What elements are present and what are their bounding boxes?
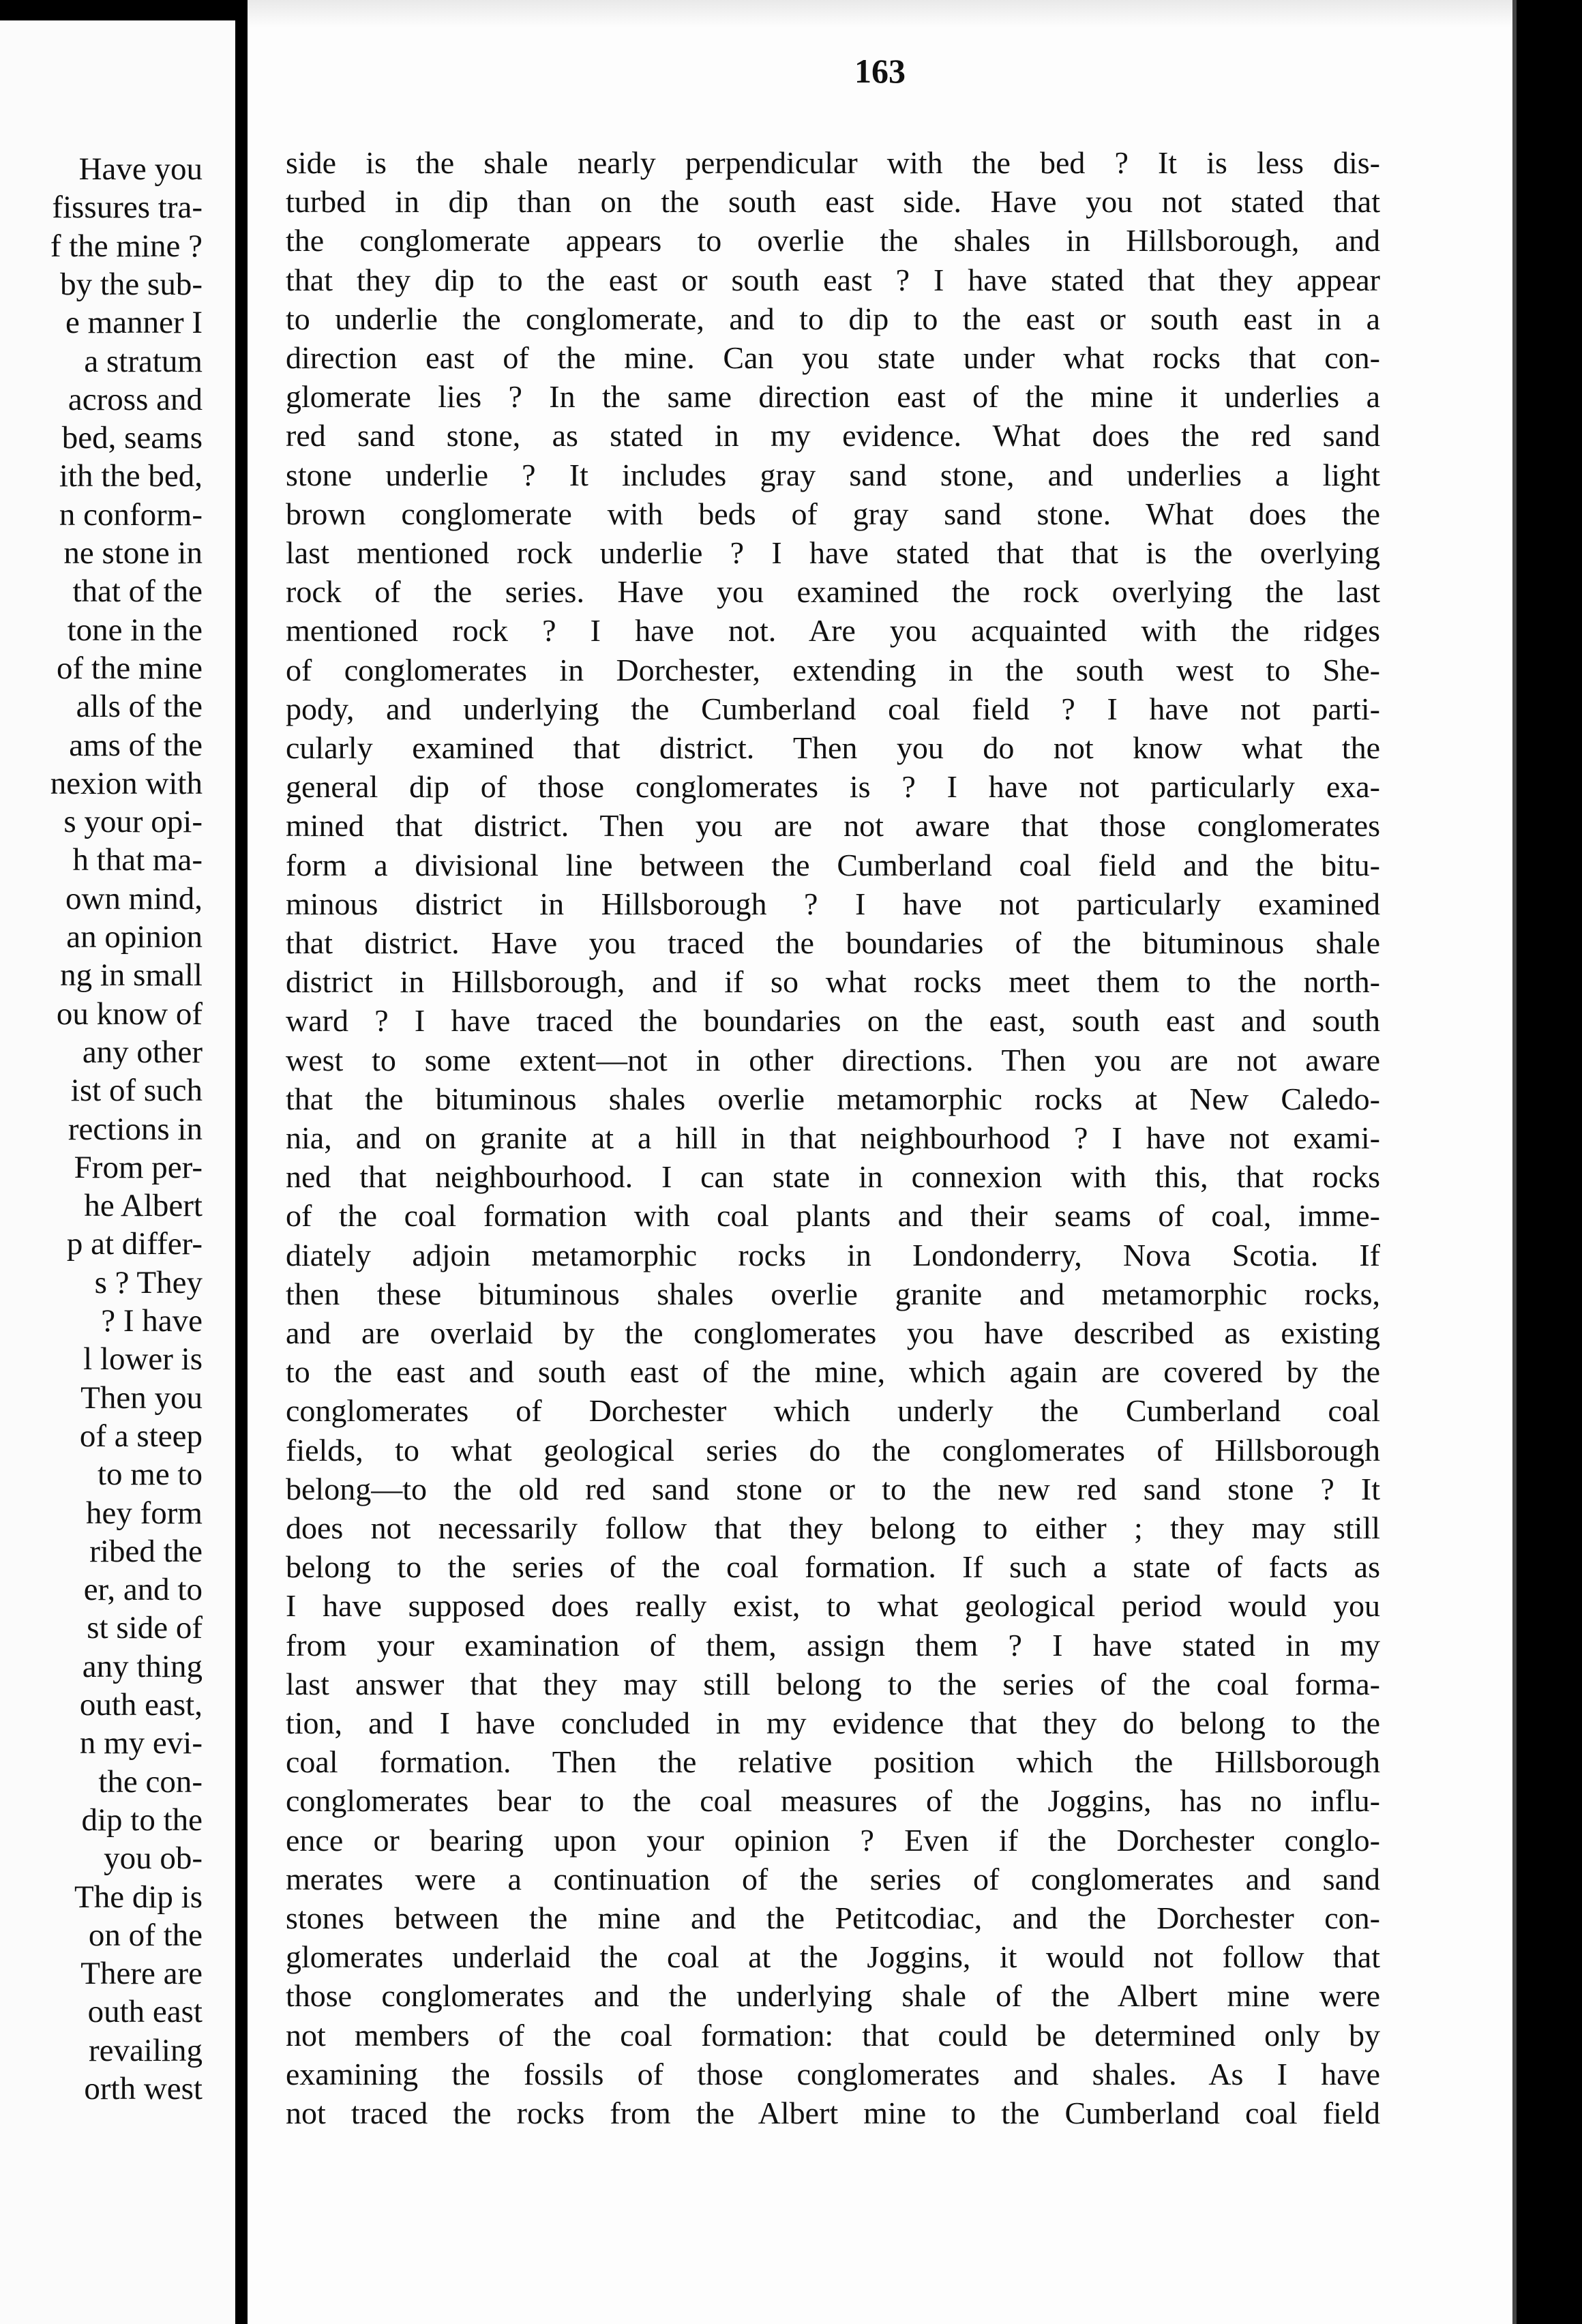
body-text-line: stone underlie ? It includes gray sand stone, and underlies a light bbox=[286, 457, 1380, 492]
left-page-line: s ? They bbox=[94, 1264, 203, 1300]
body-text-line: that the bituminous shales overlie metamorphic rocks at New Caledo- bbox=[286, 1081, 1380, 1116]
left-page-line: ou know of bbox=[56, 996, 203, 1032]
left-page-line: fissures tra- bbox=[52, 190, 203, 226]
body-text-line: last answer that they may still belong to the series of the coal forma- bbox=[286, 1666, 1380, 1701]
left-page-line: s your opi- bbox=[63, 804, 203, 840]
left-page-line: bed, seams bbox=[61, 420, 203, 456]
body-text-line: brown conglomerate with beds of gray sand stone. What does the bbox=[286, 496, 1380, 531]
body-text-line: not members of the coal formation: that could be determined only by bbox=[286, 2017, 1380, 2053]
left-page-line: p at differ- bbox=[66, 1226, 203, 1262]
left-page-line: any other bbox=[82, 1034, 203, 1070]
left-page-line: ne stone in bbox=[63, 535, 203, 571]
body-text-line: does not necessarily follow that they belong to either ; they may still bbox=[286, 1510, 1380, 1545]
body-text-line: general dip of those conglomerates is ? I have not particularly exa- bbox=[286, 769, 1380, 805]
left-page-line: ist of such bbox=[70, 1073, 203, 1109]
body-text-line: minous district in Hillsborough ? I have not particularly examined bbox=[286, 886, 1380, 921]
body-text-line: conglomerates of Dorchester which underly the Cumberland coal bbox=[286, 1393, 1380, 1429]
left-page-line: ams of the bbox=[69, 727, 203, 763]
left-page-line: on of the bbox=[88, 1917, 203, 1953]
body-text-line: coal formation. Then the relative position which the Hillsborough bbox=[286, 1744, 1380, 1780]
left-page-line: dip to the bbox=[81, 1802, 203, 1838]
body-text-line: district in Hillsborough, and if so what rocks meet them to the north- bbox=[286, 964, 1380, 1000]
left-page-line: tone in the bbox=[67, 612, 203, 648]
left-page-line: own mind, bbox=[65, 880, 203, 917]
body-text-line: ward ? I have traced the boundaries on the east, south east and south bbox=[286, 1003, 1380, 1039]
left-page-line: the con- bbox=[98, 1763, 203, 1800]
left-page-line: of the mine bbox=[56, 650, 203, 686]
left-page-line: nexion with bbox=[50, 765, 203, 801]
page-edge-right bbox=[1512, 0, 1517, 2324]
left-page-line: ribed the bbox=[89, 1533, 203, 1569]
left-page-line: l lower is bbox=[83, 1341, 203, 1377]
left-page-line: that of the bbox=[72, 573, 203, 610]
previous-page-fragment bbox=[0, 20, 235, 2324]
left-page-line: rections in bbox=[68, 1111, 203, 1147]
left-page-line: orth west bbox=[84, 2071, 203, 2106]
body-text-line: belong to the series of the coal formation. If such a state of facts as bbox=[286, 1549, 1380, 1585]
body-text-line: tion, and I have concluded in my evidence that they do belong to the bbox=[286, 1705, 1380, 1740]
left-page-line: n conform- bbox=[59, 496, 203, 533]
body-text-line: of conglomerates in Dorchester, extending in the south west to She- bbox=[286, 652, 1380, 687]
body-text-line: red sand stone, as stated in my evidence. What does the red sand bbox=[286, 418, 1380, 453]
body-text-line: examining the fossils of those conglomerates and shales. As I have bbox=[286, 2056, 1380, 2091]
left-page-line: outh east bbox=[87, 1994, 203, 2030]
left-page-line: of a steep bbox=[79, 1418, 203, 1454]
page-top-shadow bbox=[248, 0, 1512, 27]
left-page-line: The dip is bbox=[74, 1879, 203, 1915]
left-page-line: any thing bbox=[82, 1648, 203, 1684]
left-page-line: a stratum bbox=[84, 343, 203, 379]
left-page-line: you ob- bbox=[104, 1841, 203, 1877]
left-page-line: he Albert bbox=[84, 1188, 203, 1224]
left-page-line: n my evi- bbox=[79, 1725, 203, 1761]
left-page-line: an opinion bbox=[66, 919, 203, 955]
left-page-line: h that ma- bbox=[72, 842, 203, 878]
book-gutter bbox=[235, 0, 248, 2324]
left-page-line: er, and to bbox=[83, 1572, 203, 1608]
body-text-line: mentioned rock ? I have not. Are you acquainted with the ridges bbox=[286, 613, 1380, 649]
body-text-line: and are overlaid by the conglomerates you have described as existing bbox=[286, 1315, 1380, 1350]
body-text-line: form a divisional line between the Cumberland coal field and the bitu- bbox=[286, 847, 1380, 882]
left-page-line: ith the bed, bbox=[59, 458, 203, 494]
left-page-line: There are bbox=[80, 1956, 203, 1992]
body-text-line: mined that district. Then you are not aware that those conglomerates bbox=[286, 808, 1380, 844]
body-text-line: nia, and on granite at a hill in that neighbourhood ? I have not exami- bbox=[286, 1120, 1380, 1155]
body-text-line: west to some extent—not in other directions. Then you are not aware bbox=[286, 1042, 1380, 1077]
body-text-line: side is the shale nearly perpendicular with the bed ? It is less dis- bbox=[286, 145, 1380, 180]
left-page-line: alls of the bbox=[76, 689, 203, 725]
body-text-line: not traced the rocks from the Albert mine to the Cumberland coal field bbox=[286, 2096, 1380, 2130]
scan-border-right bbox=[1512, 0, 1582, 2324]
left-page-line: st side of bbox=[87, 1610, 203, 1646]
main-page bbox=[248, 0, 1512, 2324]
left-page-line: outh east, bbox=[79, 1687, 203, 1723]
page-number: 163 bbox=[854, 52, 906, 90]
body-text-line: rock of the series. Have you examined the rock overlying the last bbox=[286, 574, 1380, 610]
body-text-line: last mentioned rock underlie ? I have stated that that is the overlying bbox=[286, 535, 1380, 570]
left-page-line: Have you bbox=[78, 151, 203, 187]
body-text-line: the conglomerate appears to overlie the shales in Hillsborough, and bbox=[286, 223, 1380, 258]
body-text-line: then these bituminous shales overlie granite and metamorphic rocks, bbox=[286, 1276, 1380, 1311]
left-page-line: ? I have bbox=[101, 1303, 203, 1339]
body-text-line: to underlie the conglomerate, and to dip to the east or south east in a bbox=[286, 301, 1380, 336]
body-text-line: that they dip to the east or south east ? I have stated that they appear bbox=[286, 262, 1380, 297]
body-text-line: I have supposed does really exist, to what geological period would you bbox=[286, 1588, 1380, 1624]
body-text-line: glomerates underlaid the coal at the Joggins, it would not follow that bbox=[286, 1939, 1380, 1975]
body-text-line: that district. Have you traced the boundaries of the bituminous shale bbox=[286, 925, 1380, 960]
body-text-line: fields, to what geological series do the conglomerates of Hillsborough bbox=[286, 1432, 1380, 1468]
body-text-line: belong—to the old red sand stone or to the new red sand stone ? It bbox=[286, 1471, 1380, 1506]
body-text-line: direction east of the mine. Can you state under what rocks that con- bbox=[286, 340, 1380, 375]
body-text-line: from your examination of them, assign them ? I have stated in my bbox=[286, 1627, 1380, 1663]
left-page-line: ng in small bbox=[60, 957, 203, 994]
body-text-line: merates were a continuation of the series of conglomerates and sand bbox=[286, 1861, 1380, 1896]
body-text-line: ence or bearing upon your opinion ? Even if the Dorchester conglo- bbox=[286, 1822, 1380, 1858]
body-text-line: turbed in dip than on the south east side. Have you not stated that bbox=[286, 184, 1380, 220]
left-page-line: Then you bbox=[80, 1380, 203, 1416]
left-page-line: From per- bbox=[74, 1149, 203, 1185]
left-page-line: by the sub- bbox=[60, 266, 203, 302]
body-text-line: cularly examined that district. Then you do not know what the bbox=[286, 730, 1380, 765]
body-text-line: pody, and underlying the Cumberland coal field ? I have not parti- bbox=[286, 691, 1380, 726]
body-text-line: glomerate lies ? In the same direction east of the mine it underlies a bbox=[286, 379, 1380, 415]
left-page-line: across and bbox=[68, 381, 203, 417]
left-page-line: hey form bbox=[86, 1495, 203, 1531]
left-page-line: to me to bbox=[97, 1457, 203, 1493]
left-page-line: e manner I bbox=[65, 305, 203, 341]
body-text-line: conglomerates bear to the coal measures of the Joggins, has no influ- bbox=[286, 1783, 1380, 1819]
left-page-line: f the mine ? bbox=[50, 228, 203, 264]
body-text-line: those conglomerates and the underlying shale of the Albert mine were bbox=[286, 1978, 1380, 2014]
body-text-line: diately adjoin metamorphic rocks in Londonderry, Nova Scotia. If bbox=[286, 1237, 1380, 1272]
left-page-line: revailing bbox=[88, 2032, 203, 2068]
body-text-line: of the coal formation with coal plants and their seams of coal, imme- bbox=[286, 1198, 1380, 1234]
body-text-line: stones between the mine and the Petitcodiac, and the Dorchester con- bbox=[286, 1901, 1380, 1935]
body-text-line: to the east and south east of the mine, which again are covered by the bbox=[286, 1354, 1380, 1390]
body-text-line: ned that neighbourhood. I can state in connexion with this, that rocks bbox=[286, 1159, 1380, 1195]
